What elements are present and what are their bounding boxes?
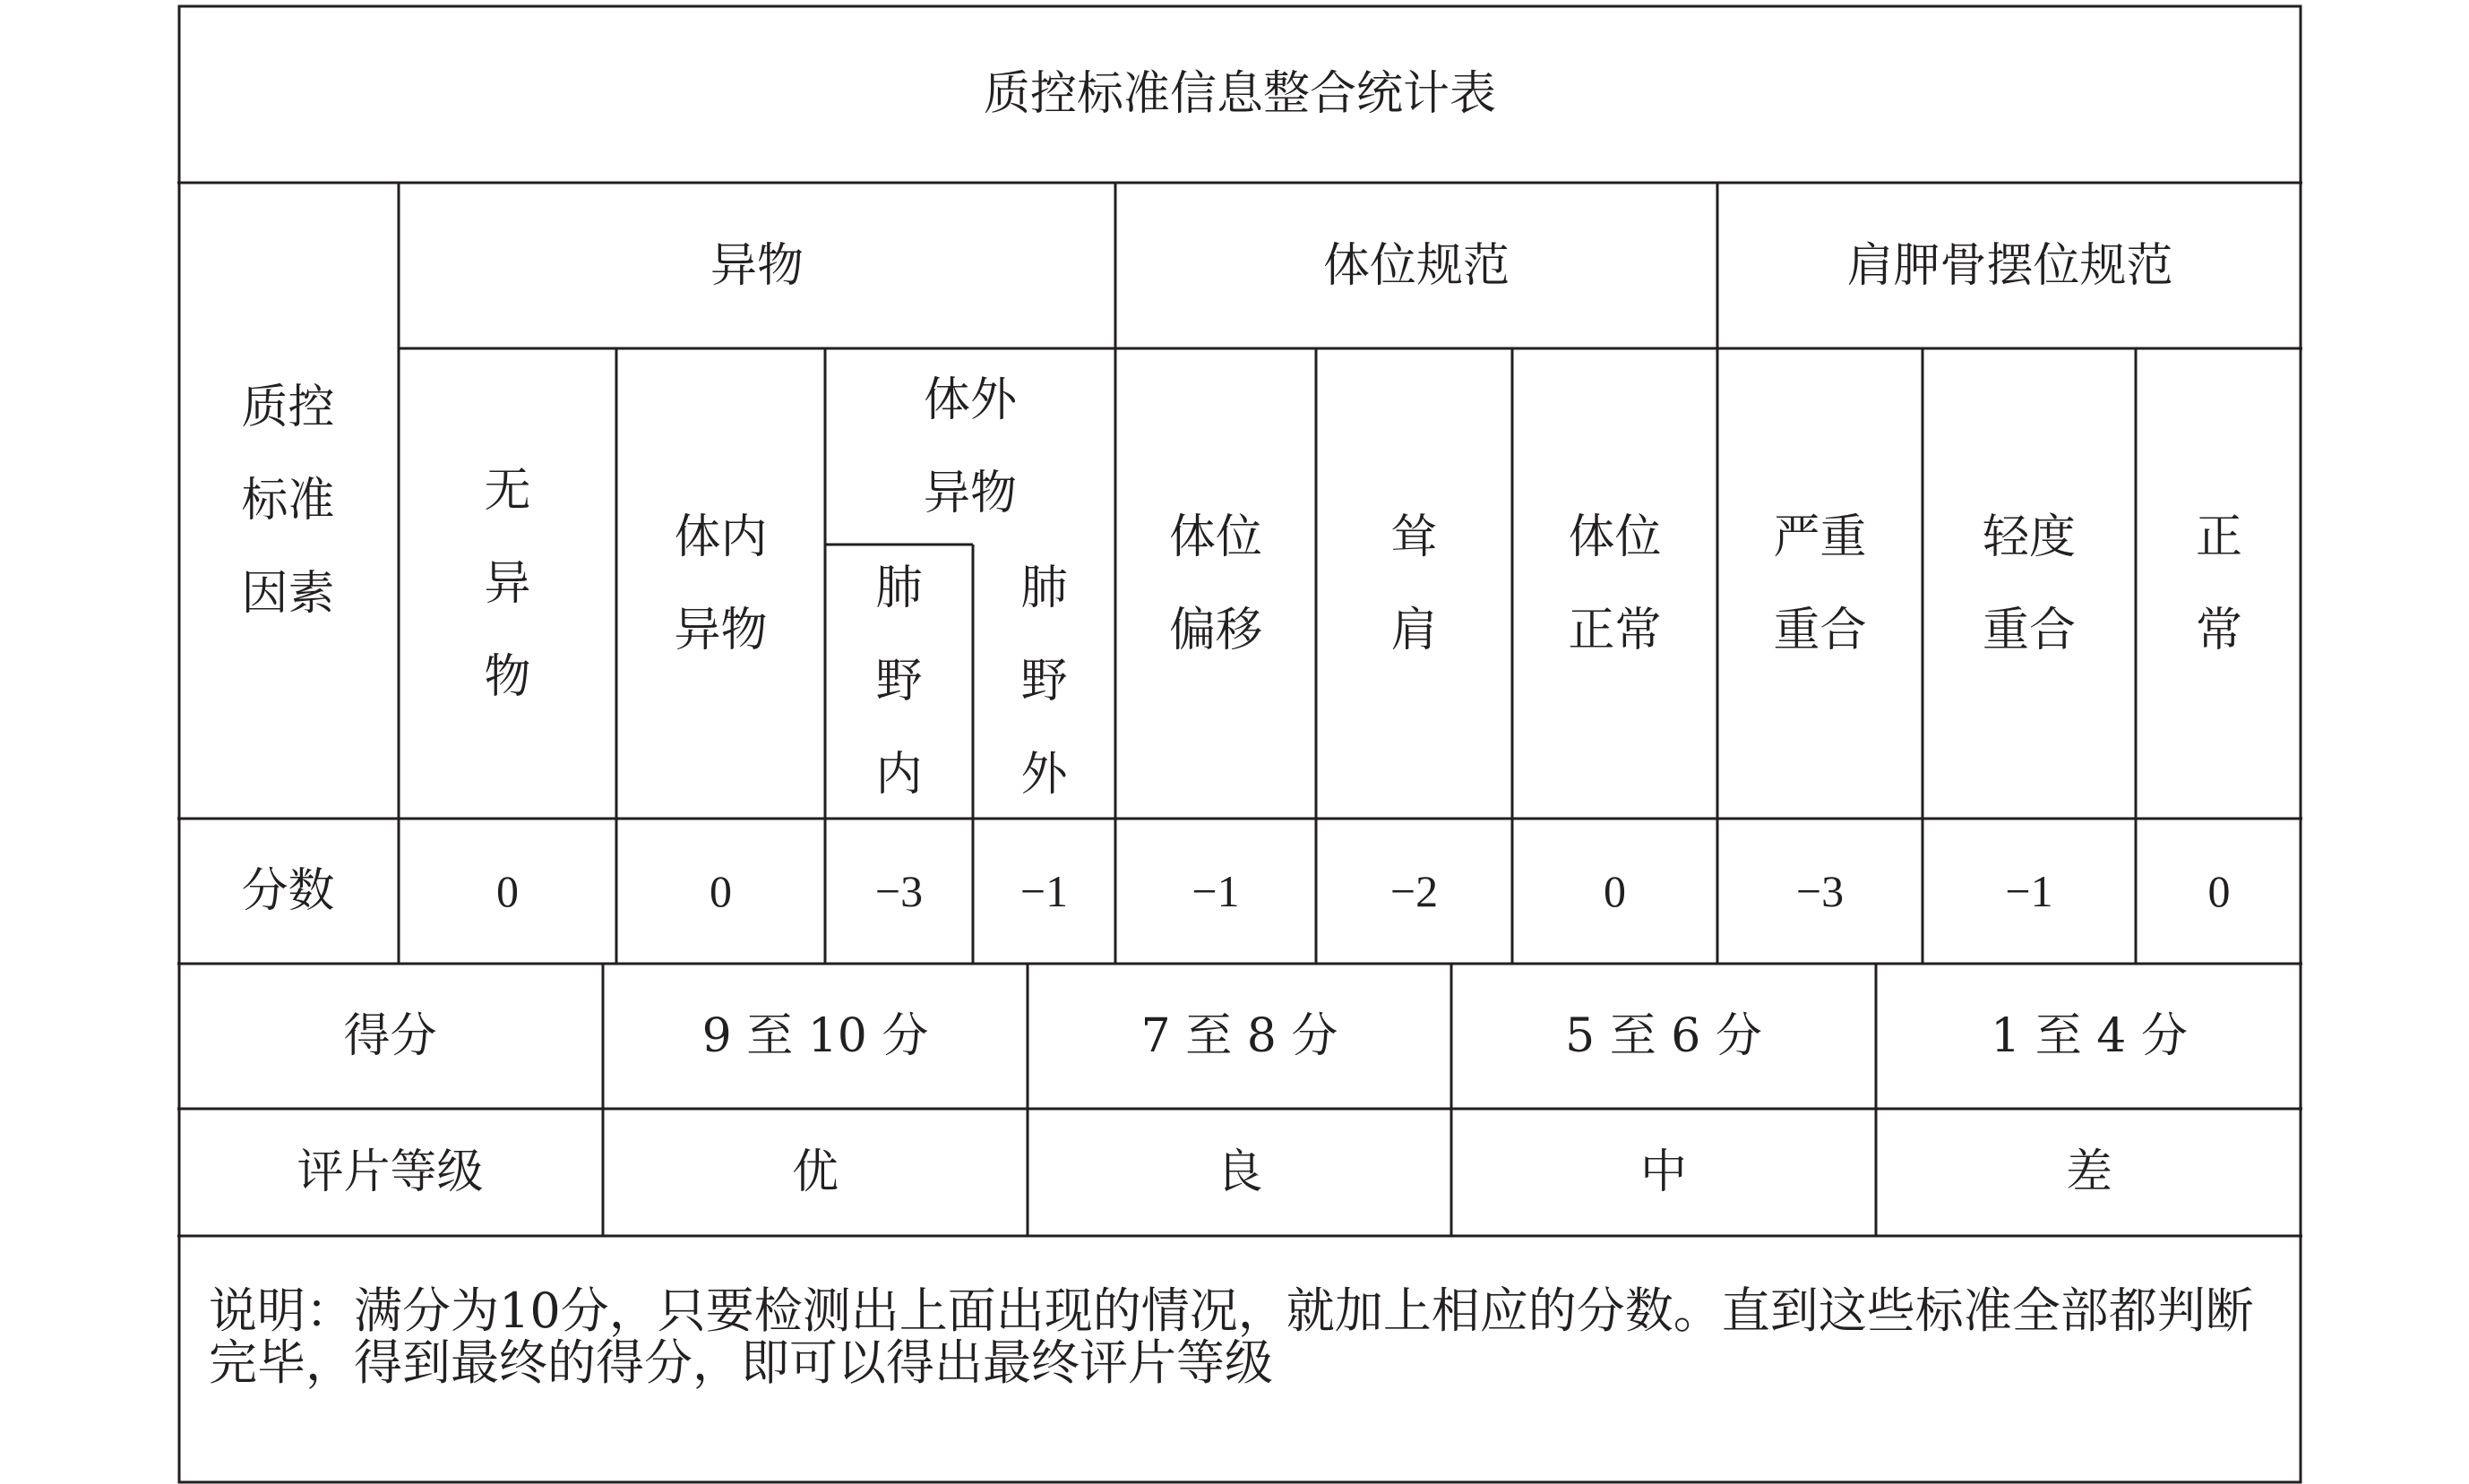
header-no-foreign: 无 异 物 [484, 463, 531, 704]
header-external-foreign: 体外 异物 [923, 373, 1017, 520]
score-value: −1 [1019, 866, 1069, 916]
total-range: 1 至 4 分 [1991, 1009, 2188, 1063]
score-table [177, 4, 2302, 1484]
score-value: 0 [2207, 866, 2231, 916]
total-row-label: 得分 [343, 1009, 437, 1063]
header-out-lung: 肺 野 外 [1020, 562, 1068, 802]
header-posture-normal: 体位 正常 [1568, 510, 1662, 657]
grade-value: 中 [1639, 1145, 1687, 1199]
grade-row-label: 评片等级 [297, 1145, 484, 1199]
score-value: 0 [710, 866, 732, 916]
score-value: −3 [1795, 866, 1845, 916]
score-value: −2 [1389, 866, 1439, 916]
score-value: −1 [1191, 866, 1240, 916]
header-in-lung: 肺 野 内 [875, 562, 923, 802]
grade-value: 优 [791, 1145, 839, 1199]
total-range: 7 至 8 分 [1140, 1009, 1338, 1063]
header-normal: 正 常 [2195, 510, 2242, 657]
total-range: 5 至 6 分 [1565, 1009, 1762, 1063]
grade-value: 差 [2065, 1145, 2112, 1199]
score-value: −1 [2005, 866, 2053, 916]
table-note: 说明：满分为10分，只要检测出上面出现的情况，就加上相应的分数。直到这些标准全部都判断完毕，得到最终的得分，即可以得出最终评片等级 [209, 1282, 2254, 1391]
score-value: −3 [874, 866, 924, 916]
total-range: 9 至 10 分 [701, 1009, 929, 1063]
table-title: 质控标准信息整合统计表 [983, 66, 1496, 121]
header-internal-foreign: 体内 异物 [674, 510, 768, 657]
row-header: 质控 标准 因素 [241, 381, 335, 621]
row-header-cell [177, 183, 399, 819]
header-mild-overlap: 轻度 重合 [1982, 510, 2076, 657]
header-severe-overlap: 严重 重合 [1773, 510, 1867, 657]
grade-value: 良 [1216, 1145, 1263, 1199]
header-offset: 体位 偏移 [1168, 510, 1262, 657]
header-shrug: 耸 肩 [1390, 510, 1438, 657]
score-value: 0 [496, 866, 519, 916]
score-row-label: 分数 [241, 864, 335, 918]
group-scapula: 肩胛骨摆位规范 [1846, 238, 2173, 293]
score-value: 0 [1604, 866, 1626, 916]
group-posture: 体位规范 [1322, 238, 1510, 293]
group-foreign: 异物 [710, 238, 804, 293]
